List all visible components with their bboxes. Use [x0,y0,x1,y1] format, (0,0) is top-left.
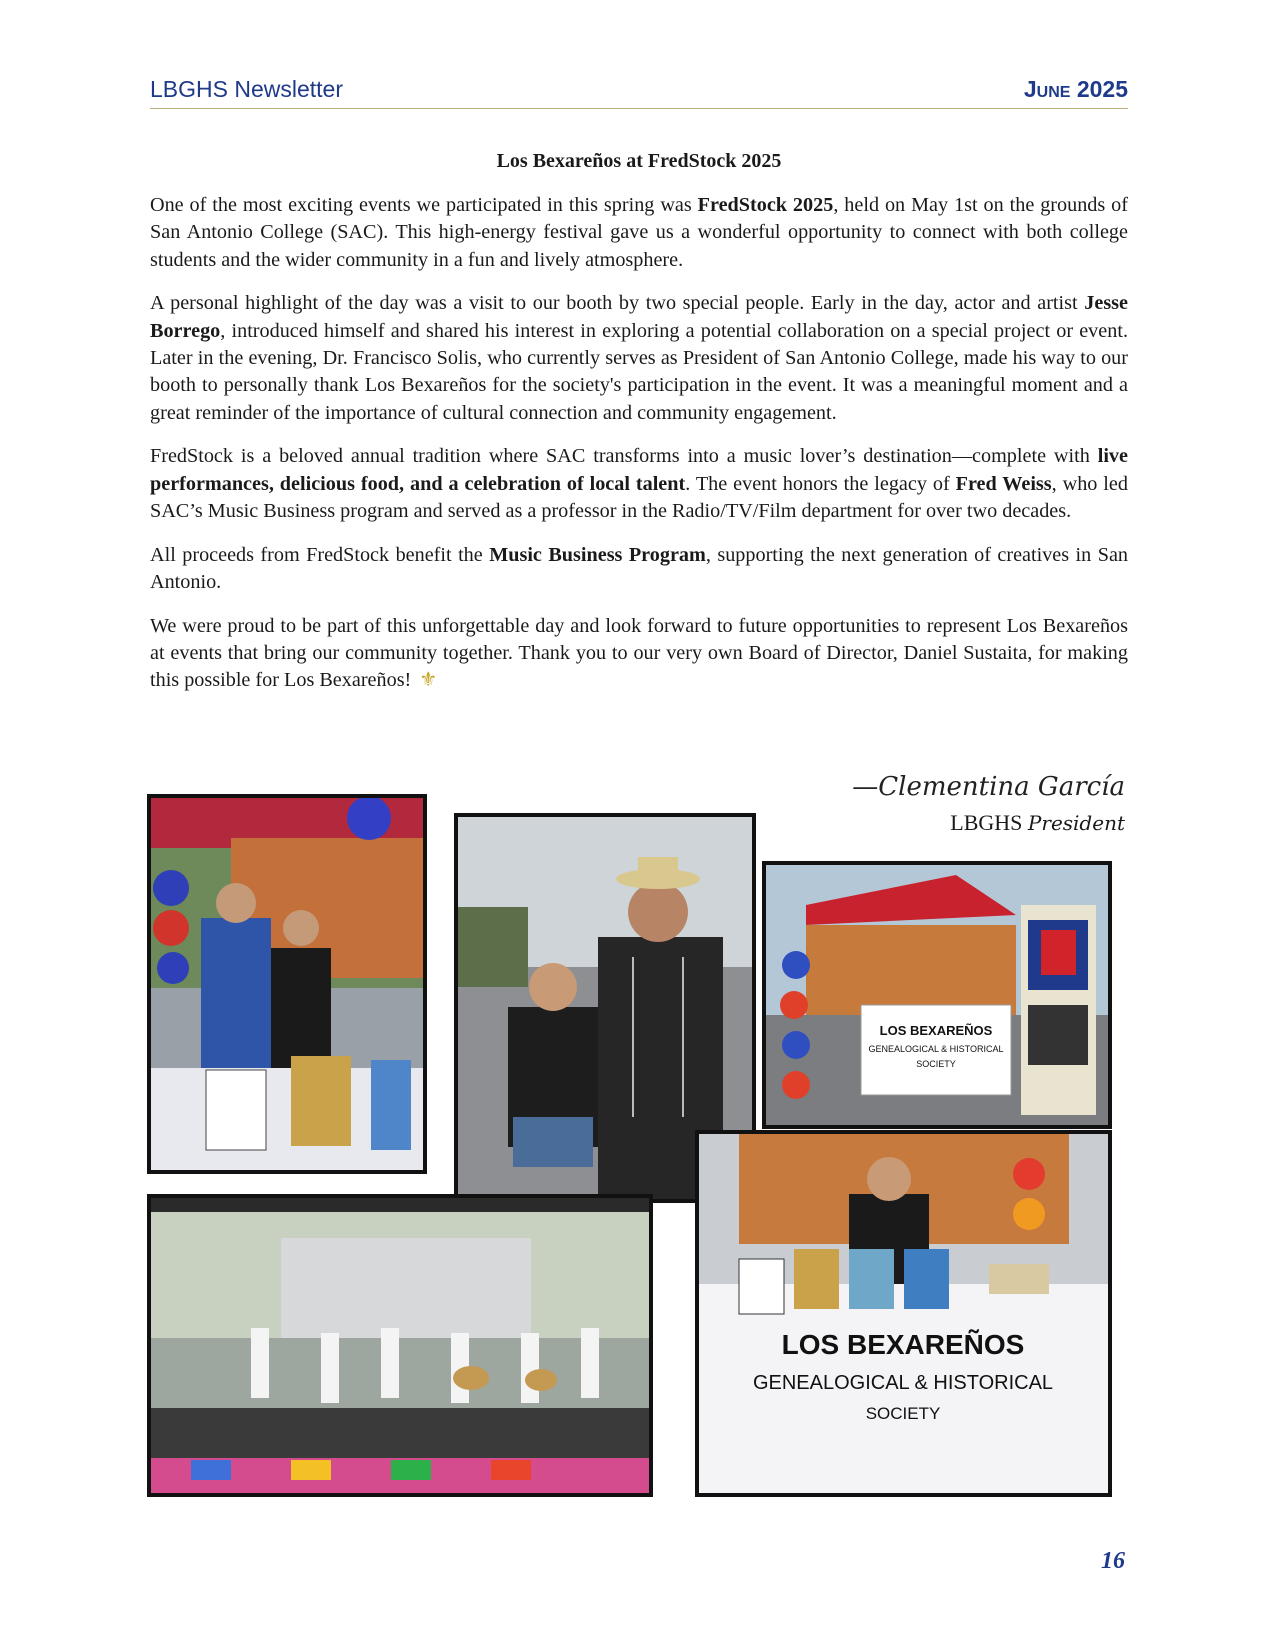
article-body [150,192,1128,711]
photo-booth-wide [762,861,1112,1129]
p3-text-3: , who led SAC’s Music Business program and served as a professor in the Radio/TV/Film department for over two decades. [150,472,1128,522]
booth-sign-text-2: GENEALOGICAL & HISTORICAL [868,1044,1004,1054]
signature-name: —Clementina García [852,772,1125,802]
signature-org: LBGHS [950,810,1023,835]
paragraph-1 [150,192,1128,274]
photo-booth-table [695,1130,1112,1497]
newsletter-name: LBGHS Newsletter [150,76,344,102]
p4-text-2: , supporting the next generation of creatives in San Antonio. [150,543,1128,594]
p1-bold: FredStock 2025 [697,194,834,216]
p4-text: All proceeds from FredStock benefit the [150,543,490,566]
p4-bold: Music Business Program [489,543,706,566]
table-sign-text-1: LOS BEXAREÑOS [781,1329,1025,1360]
p2-text-2: , introduced himself and shared his interest in exploring a potential collaboration on a special project or event. Later in the evening, Dr. Francisco Solis, who currently serves as President of San Antonio College, made his way to our booth to personally thank Los Bexareños for the society's participation in the event. It was a meaningful moment and a great reminder of the importance of cultural connection and community engagement. [150,319,1128,424]
table-sign-text-3: SOCIETY [865,1404,941,1423]
p5-text: We were proud to be part of this unforgettable day and look forward to future opportunities to represent Los Bexareños at events that bring our community together. Thank you to our very own Board of Director, Daniel Sustaita, for making this possible for Los Bexareños! [150,614,1128,692]
paragraph-4 [150,542,1128,597]
page-header [150,76,1128,109]
booth-sign-text-1: LOS BEXAREÑOS [879,1023,993,1038]
table-sign-text-2: GENEALOGICAL & HISTORICAL [752,1372,1054,1394]
page-number: 16 [1101,1548,1125,1574]
article-title: Los Bexareños at FredStock 2025 [496,150,782,172]
photo-booth-visitors [147,794,427,1174]
paragraph-2 [150,290,1128,426]
paragraph-3 [150,443,1128,525]
fleur-de-lis-icon: ⚜ [419,669,438,692]
signature-role: President [1027,811,1125,835]
p3-bold: live performances, delicious food, and a celebration of local talent [150,445,1128,495]
booth-sign-text-3: SOCIETY [916,1059,956,1069]
p3-text: FredStock is a beloved annual tradition where SAC transforms into a music lover’s destination—complete with [150,445,1098,468]
p1-text: One of the most exciting events we participated in this spring was [150,194,698,216]
p2-text: A personal highlight of the day was a visit to our booth by two special people. Early in the day, actor and artist [150,292,1085,315]
p3-text-2: . The event honors the legacy of [685,472,956,495]
paragraph-5 [150,613,1128,695]
p2-bold: Jesse Borrego [150,292,1128,342]
issue-date: June 2025 [1023,76,1128,102]
p3-bold-2: Fred Weiss [955,472,1052,495]
signature-title [860,810,1125,836]
photo-mariachi-stage [147,1194,653,1497]
p1-text-2: , held on May 1st on the grounds of San Antonio College (SAC). This high-energy festival gave us a wonderful opportunity to connect with both college students and the wider community in a fun and lively atmosphere. [150,194,1128,271]
